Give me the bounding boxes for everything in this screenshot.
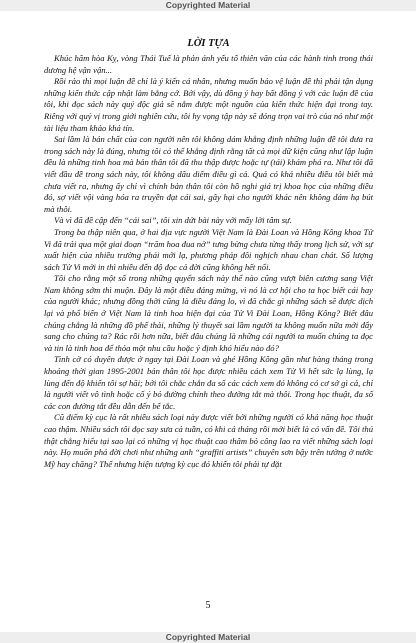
page-number: 5 [205, 600, 211, 611]
paragraph-3: Sai lầm là bản chất của con người nên tôi không dám khẳng định những luận đề tôi đưa ra trong sách này là đúng, nhưng tôi có thể khẳng định rằng tất cả mọi dữ kiện cũng như lập luận đều là những tinh hoa mà bản thân tôi đã thu thập được hoặc tự (tái) khám phá ra. Như tôi đã viết đầu đề trong sách này, tôi không dấu diếm điều gì cả. Quá có khá nhiều điều tôi biết mà chưa viết ra, nhưng ấy chỉ vì chính bản thân tôi còn hồ nghi giá trị khoa học của những điều đó, sợ viết vội vàng hóa ra truyền đạt cái sai, gây hại cho người khác nên không dám hạ bút mà thôi. [44, 134, 373, 214]
watermark-top-text: Copyrighted Material [165, 0, 251, 10]
paragraph-1: Khúc hãm hòa Kỵ, vòng Thái Tuế là phản ánh yếu tố thiên văn của các hành tinh trong thái dương hệ vận vận... [44, 53, 373, 75]
paragraph-7: Tình cờ có duyên được ở ngay tại Đài Loan và ghé Hồng Kông gần như hàng tháng trong khoảng thời gian 1995-2001 bản thân tôi học được nhiều cách xem Tử Vi hết sức lạ lùng, lạ lùng đến độ khiến tôi sợ hãi; bởi tôi chắc chắn đa số các cách xem đó không có cơ sở gì cả, chỉ là người viết vô tình hoặc cố ý bỏ đường chính theo đường tắt mà thôi. Trong học thuật, đa số các con đường tắt đều dẫn đến bế tắc. [44, 354, 373, 411]
watermark-top-band [0, 0, 416, 11]
watermark-bottom-band [0, 632, 416, 643]
book-page [44, 36, 373, 470]
watermark-bottom-text: Copyrighted Material [165, 632, 251, 642]
paragraph-6: Tôi cho rằng một số trong những quyển sách này thể nào cũng vượt biên cương sang Việt Nam không sớm thì muộn. Đây là một điều đáng mừng, vì nó là cơ hội cho ta học biết cái hay của người khác; nhưng đồng thời cũng là điều đáng lo, vì đã chắc gì những sách sẽ được dịch lại và phổ biến ở Việt Nam là tinh hoa hiện đại của Tử Vi Đài Loan, Hồng Kông? Biết đâu chúng chẳng là những đồ phế thải, những lý thuyết sai lầm người ta không muốn nữa mới đẩy sang cho chúng ta? Rác rồi hơn nữa, biết đâu chúng là những cái người ta muốn chúng ta đọc và tin là tinh hoa để thỏa một nhu cầu hoặc ý định khó hiểu nào đó? [44, 273, 373, 353]
paragraph-4: Và vì đã đề cập đến “cái sai”, tôi xin dứt bài này với mấy lời tâm sự. [54, 215, 292, 226]
paragraph-5: Trong ba thập niên qua, ở hai địa vực người Việt Nam là Đài Loan và Hồng Kông khoa Tử Vi đã trải qua một giai đoạn “trăm hoa đua nở” tưng bừng chưa từng thấy trong lịch sử, với sự xuất hiện của nhiều trường phái mới lạ, phương pháp đôi nghịch nhau chan chát. Số lượng sách Tử Vi mới in thì nhiều đến độ đọc cả đời cũng không hết nổi. [44, 226, 373, 272]
page-heading: LỜI TỰA [187, 38, 230, 49]
paragraph-8: Cũ điểm kỳ cục là rất nhiều sách loại này được viết bởi những người có khả năng học thuật cao thậm. Nhiều sách tôi đọc say sưa cả tuần, có khi cả tháng rồi mới biết là có vấn đề. Tôi thú thật chẳng hiểu tại sao lại có những vị học thuật cao thâm bỏ công lao ra viết những sách loại này. Họ muốn phá đời chơi như những anh “graffiti artists” chuyên sơn bậy trên tường ở nước Mỹ hay chăng? Thế nhưng hiện tượng kỳ cục đó khiến tôi phải tự đặt [44, 412, 373, 469]
paragraph-2: Rồi rảo thì mọi luận đề chỉ là ý kiến cá nhân, nhưng muốn bảo vệ luận đề thì phải tận dụng những kiến thức cập nhật làm bằng cớ. Bởi vậy, dù đồng ý hay bất đồng ý với các luận đề của tôi, khi đọc sách này quý độc giả sẽ nắm được một nguồn của kiến thức hiện đại trong tay. Riêng với quý vị trong giới nghiên cứu, tôi hy vọng tập này sẽ đóng trọn vai trò của nó như một tài liệu tham khảo khả tín. [44, 76, 373, 133]
